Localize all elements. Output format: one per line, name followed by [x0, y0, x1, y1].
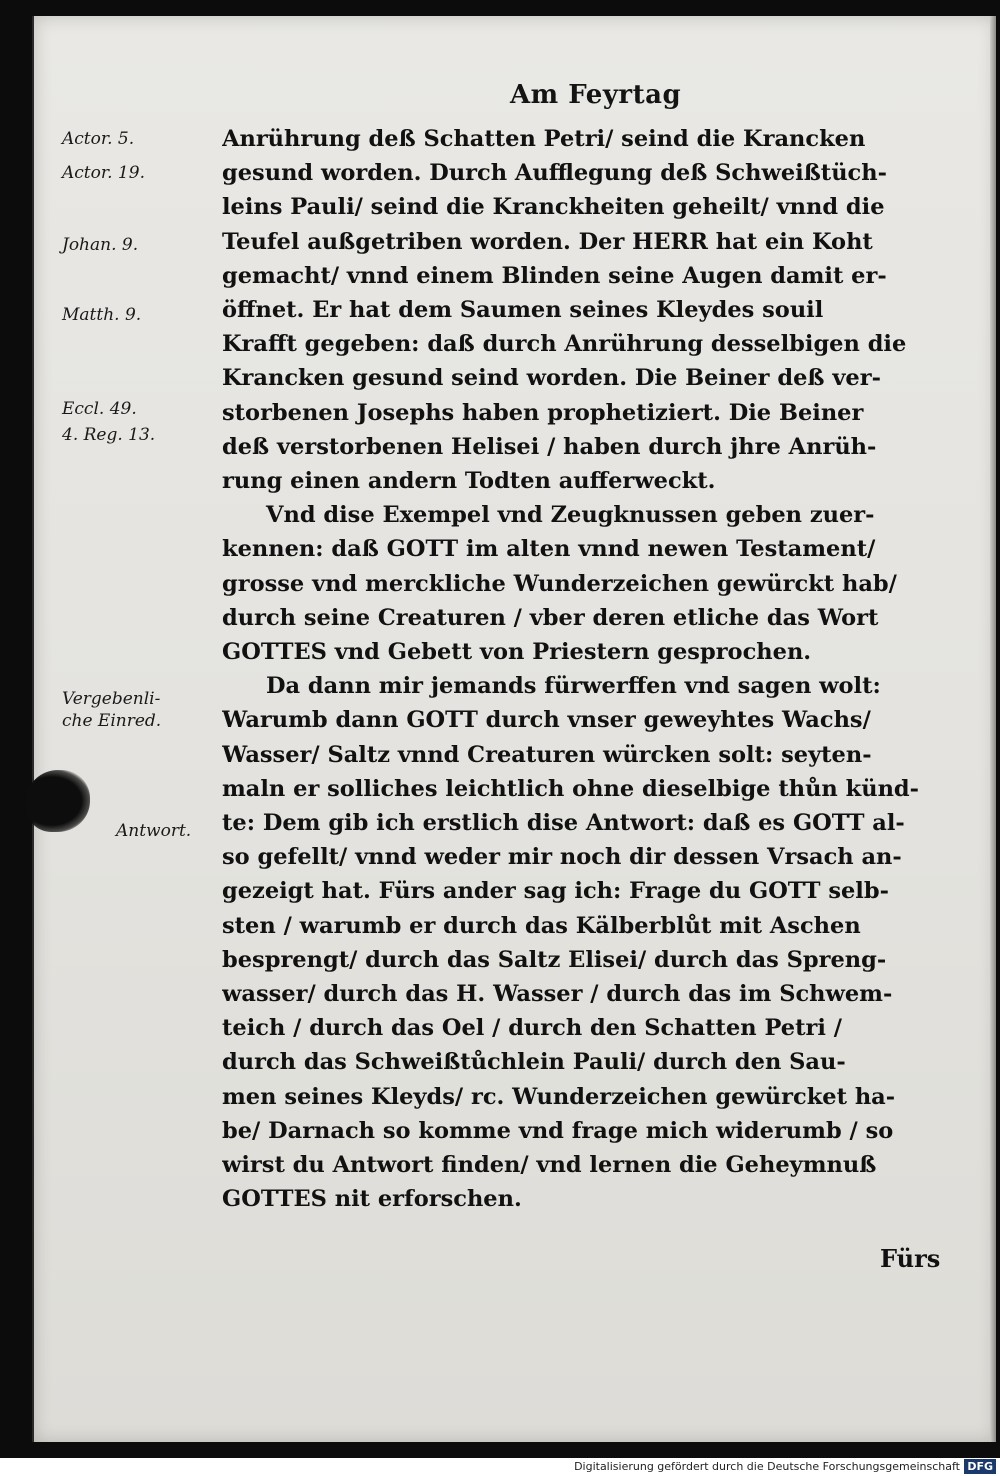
marginal-note: Johan. 9. — [62, 235, 139, 255]
text-line: GOTTES nit erforschen. — [222, 1186, 522, 1213]
text-line: sten / warumb er durch das Kälberblůt mit Aschen — [222, 912, 861, 939]
text-line: maln er solliches leichtlich ohne dieselbige thůn künd- — [222, 775, 920, 802]
text-line: kennen: daß GOTT im alten vnnd newen Testament/ — [222, 536, 876, 563]
body-text — [222, 122, 962, 1217]
catchword: Fürs — [880, 1244, 941, 1273]
marginal-note: Matth. 9. — [62, 305, 142, 325]
text-line: durch seine Creaturen / vber deren etliche das Wort — [222, 604, 879, 631]
text-line: Krafft gegeben: daß durch Anrührung desselbigen die — [222, 331, 907, 358]
text-line: gezeigt hat. Fürs ander sag ich: Frage du GOTT selb- — [222, 878, 889, 905]
text-line: Teufel außgetriben worden. Der HERR hat ein Koht — [222, 228, 873, 255]
marginal-note: Eccl. 49. — [62, 399, 137, 419]
marginal-note: Actor. 19. — [62, 163, 145, 183]
text-line: storbenen Josephs haben prophetiziert. Die Beiner — [222, 399, 864, 426]
footer-bar — [0, 1458, 1000, 1476]
marginal-note: Vergebenli- — [62, 689, 161, 709]
text-line: deß verstorbenen Helisei / haben durch jhre Anrüh- — [222, 433, 877, 460]
text-line: grosse vnd merckliche Wunderzeichen gewürckt hab/ — [222, 570, 897, 597]
text-line: Krancken gesund seind worden. Die Beiner deß ver- — [222, 365, 881, 392]
text-line: teich / durch das Oel / durch den Schatten Petri / — [222, 1015, 842, 1042]
text-line: Anrührung deß Schatten Petri/ seind die Krancken — [222, 126, 866, 152]
text-line: Warumb dann GOTT durch vnser geweyhtes Wachs/ — [222, 707, 871, 734]
text-line: durch das Schweißtůchlein Pauli/ durch den Sau- — [222, 1049, 846, 1076]
marginal-note: Actor. 5. — [62, 129, 135, 149]
text-line: gemacht/ vnnd einem Blinden seine Augen damit er- — [222, 262, 887, 289]
text-line: öffnet. Er hat dem Saumen seines Kleydes souil — [222, 297, 824, 324]
text-line: be/ Darnach so komme vnd frage mich widerumb / so — [222, 1117, 894, 1144]
marginal-note: Antwort. — [116, 821, 192, 841]
text-line: besprengt/ durch das Saltz Elisei/ durch das Spreng- — [222, 946, 887, 973]
text-line: so gefellt/ vnnd weder mir noch dir dessen Vrsach an- — [222, 844, 902, 871]
text-line: men seines Kleyds/ rc. Wunderzeichen gewürcket ha- — [222, 1083, 896, 1110]
dfg-logo: DFG — [964, 1459, 996, 1474]
ink-blot — [26, 770, 90, 832]
text-line: te: Dem gib ich erstlich dise Antwort: daß es GOTT al- — [222, 810, 905, 837]
page-edge — [990, 16, 996, 1442]
running-header: Am Feyrtag — [510, 80, 682, 110]
text-line: leins Pauli/ seind die Kranckheiten geheilt/ vnnd die — [222, 194, 885, 221]
marginal-note: che Einred. — [62, 711, 162, 731]
text-line: wirst du Antwort finden/ vnd lernen die Geheymnuß — [222, 1152, 877, 1179]
funding-notice: Digitalisierung gefördert durch die Deutsche Forschungsgemeinschaft — [574, 1460, 960, 1473]
text-line: Vnd dise Exempel vnd Zeugknussen geben zuer- — [266, 502, 875, 529]
text-line: wasser/ durch das H. Wasser / durch das im Schwem- — [222, 981, 893, 1008]
text-line: Da dann mir jemands fürwerffen vnd sagen wolt: — [266, 673, 881, 700]
text-line: GOTTES vnd Gebett von Priestern gesprochen. — [222, 639, 812, 666]
marginal-note: 4. Reg. 13. — [62, 425, 156, 445]
text-line: Wasser/ Saltz vnnd Creaturen würcken solt: seyten- — [222, 741, 872, 768]
text-line: gesund worden. Durch Aufflegung deß Schweißtüch- — [222, 160, 887, 187]
text-line: rung einen andern Todten aufferweckt. — [222, 468, 716, 495]
